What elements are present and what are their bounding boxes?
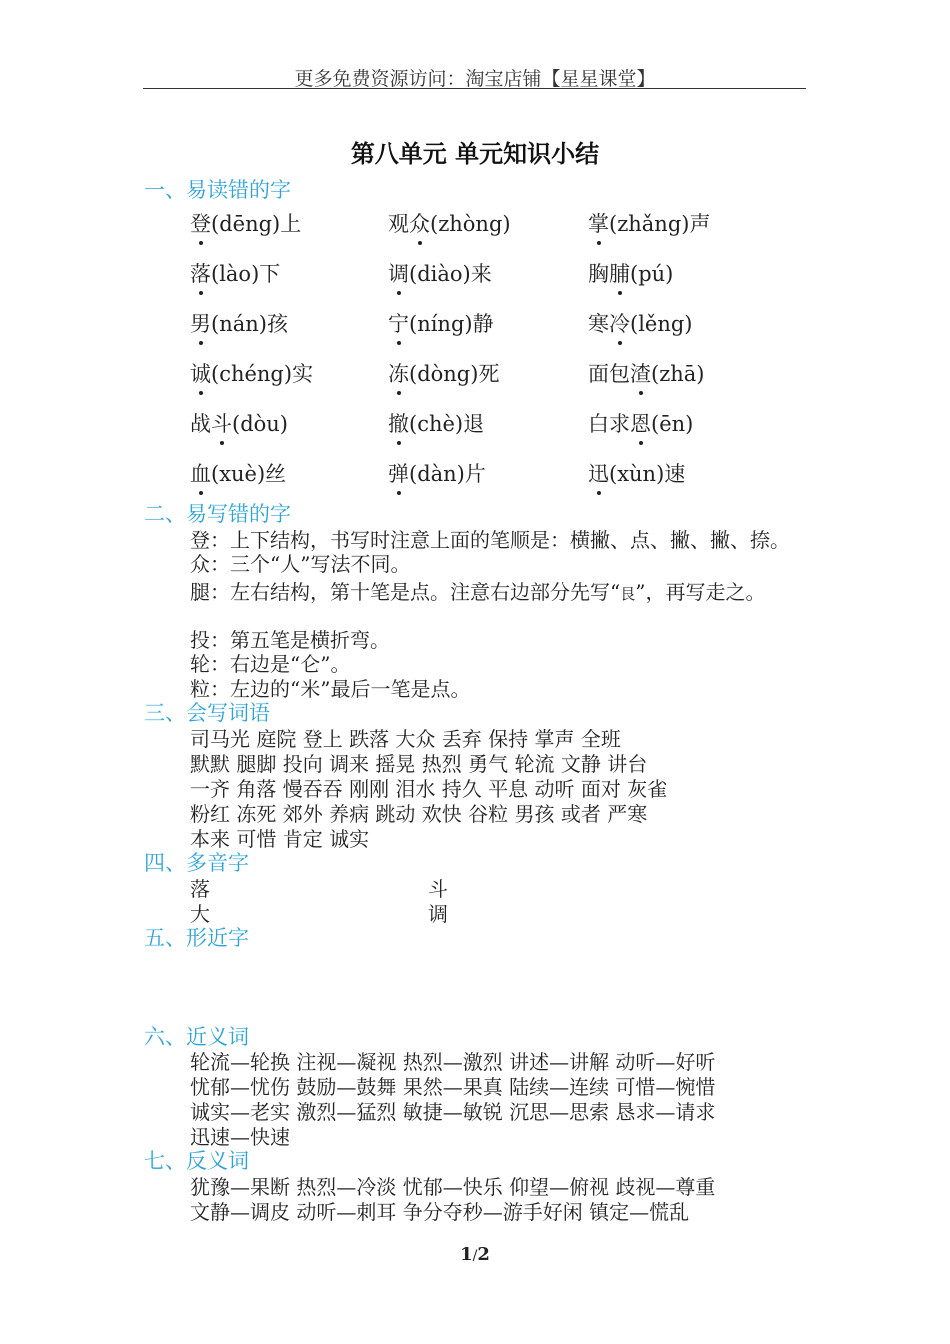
entry-text: (dòng)死 xyxy=(409,362,500,386)
misread-char-entry xyxy=(388,458,486,488)
entry-text: (níng)静 xyxy=(409,312,494,336)
emphasized-char: 斗 xyxy=(211,408,232,438)
misread-char-entry xyxy=(388,208,511,238)
synonym-line: 忧郁—忧伤 鼓励—鼓舞 果然—果真 陆续—连续 可惜—惋惜 xyxy=(190,1075,716,1099)
header-rule xyxy=(143,88,806,89)
section-heading-3: 三、会写词语 xyxy=(144,701,270,725)
misread-char-entry xyxy=(588,358,705,388)
writing-note: 粒：左边的“米”最后一笔是点。 xyxy=(190,677,471,701)
misread-char-entry xyxy=(190,358,313,388)
word-line: 一齐 角落 慢吞吞 刚刚 泪水 持久 平息 动听 面对 灰雀 xyxy=(190,777,668,801)
polyphone-item: 大 xyxy=(190,902,210,926)
misread-char-entry xyxy=(588,458,685,488)
misread-char-entry xyxy=(588,408,693,438)
entry-text: (zhǎng)声 xyxy=(609,212,711,236)
emphasized-char: 调 xyxy=(388,258,409,288)
page-number xyxy=(0,1244,950,1265)
section-heading-1: 一、易读错的字 xyxy=(144,178,291,202)
page-current: 1 xyxy=(460,1244,473,1265)
entry-text: (diào)来 xyxy=(409,262,492,286)
emphasized-char: 冷 xyxy=(609,308,630,338)
misread-char-entry xyxy=(190,308,288,338)
emphasized-char: 落 xyxy=(190,258,211,288)
misread-char-entry xyxy=(190,458,286,488)
synonym-line: 诚实—老实 激烈—猛烈 敏捷—敏锐 沉思—思索 恳求—请求 xyxy=(190,1100,716,1124)
entry-text: (nán)孩 xyxy=(211,312,288,336)
section-heading-4: 四、多音字 xyxy=(144,851,249,875)
misread-char-entry xyxy=(588,308,693,338)
emphasized-char: 恩 xyxy=(630,408,651,438)
entry-text: (chéng)实 xyxy=(211,362,314,386)
emphasized-char: 男 xyxy=(190,308,211,338)
emphasized-char: 血 xyxy=(190,458,211,488)
entry-text: 胸 xyxy=(588,262,609,286)
polyphone-item: 调 xyxy=(428,902,448,926)
misread-char-entry xyxy=(588,208,710,238)
writing-note: 登：上下结构，书写时注意上面的笔顺是：横撇、点、撇、撇、捺。 xyxy=(190,528,790,552)
emphasized-char: 撤 xyxy=(388,408,409,438)
entry-text: (xùn)速 xyxy=(609,462,686,486)
section-heading-5: 五、形近字 xyxy=(144,926,249,950)
misread-char-entry xyxy=(388,258,492,288)
entry-text: (zhā) xyxy=(651,362,705,386)
antonym-line: 文静—调皮 动听—刺耳 争分夺秒—游手好闲 镇定—慌乱 xyxy=(190,1200,690,1224)
entry-text: 寒 xyxy=(588,312,609,336)
entry-text: 面包 xyxy=(588,362,630,386)
writing-note xyxy=(190,576,765,605)
antonym-line: 犹豫—果断 热烈—冷淡 忧郁—快乐 仰望—俯视 歧视—尊重 xyxy=(190,1175,716,1199)
entry-text: (dēng)上 xyxy=(211,212,302,236)
word-line: 粉红 冻死 郊外 养病 跳动 欢快 谷粒 男孩 或者 严寒 xyxy=(190,802,648,826)
word-line: 本来 可惜 肯定 诚实 xyxy=(190,827,370,851)
section-heading-2: 二、易写错的字 xyxy=(144,502,291,526)
emphasized-char: 脯 xyxy=(609,258,630,288)
misread-char-entry xyxy=(190,258,280,288)
entry-text: (dàn)片 xyxy=(409,462,486,486)
polyphone-item: 斗 xyxy=(428,877,448,901)
entry-text: 白求 xyxy=(588,412,630,436)
page-total: 2 xyxy=(477,1244,490,1265)
entry-text: (zhòng) xyxy=(430,212,511,236)
emphasized-char: 众 xyxy=(409,208,430,238)
emphasized-char: 登 xyxy=(190,208,211,238)
word-line: 司马光 庭院 登上 跌落 大众 丢弃 保持 掌声 全班 xyxy=(190,727,621,751)
page-separator: / xyxy=(472,1248,478,1264)
entry-text: (dòu) xyxy=(232,412,288,436)
entry-text: (xuè)丝 xyxy=(211,462,287,486)
emphasized-char: 渣 xyxy=(630,358,651,388)
section-heading-7: 七、反义词 xyxy=(144,1149,249,1173)
misread-char-entry xyxy=(388,358,499,388)
entry-text: (lěng) xyxy=(630,312,693,336)
emphasized-char: 诚 xyxy=(190,358,211,388)
writing-note: 轮：右边是“仑”。 xyxy=(190,652,351,676)
writing-note: 众：三个“人”写法不同。 xyxy=(190,552,411,576)
section-heading-6: 六、近义词 xyxy=(144,1025,249,1049)
writing-note-text: 腿：左右结构，第十笔是点。注意右边部分先写“ xyxy=(190,580,621,604)
emphasized-char: 掌 xyxy=(588,208,609,238)
word-line: 默默 腿脚 投向 调来 摇晃 热烈 勇气 轮流 文静 讲台 xyxy=(190,752,648,776)
writing-note: 投：第五笔是横折弯。 xyxy=(190,628,390,652)
entry-text: (ēn) xyxy=(651,412,694,436)
entry-text: (pú) xyxy=(630,262,674,286)
misread-char-entry xyxy=(388,408,484,438)
polyphone-item: 落 xyxy=(190,877,210,901)
entry-text: 战 xyxy=(190,412,211,436)
emphasized-char: 弹 xyxy=(388,458,409,488)
emphasized-char: 迅 xyxy=(588,458,609,488)
writing-note-tail: ”，再写走之。 xyxy=(635,580,766,604)
misread-char-entry xyxy=(588,258,673,288)
header-note: 更多免费资源访问：淘宝店铺【星星课堂】 xyxy=(294,68,656,90)
page-title: 第八单元 单元知识小结 xyxy=(350,140,600,168)
synonym-line: 轮流—轮换 注视—凝视 热烈—激烈 讲述—讲解 动听—好听 xyxy=(190,1050,716,1074)
synonym-line: 迅速—快速 xyxy=(190,1125,290,1149)
misread-char-entry xyxy=(388,308,494,338)
emphasized-char: 宁 xyxy=(388,308,409,338)
entry-text: (chè)退 xyxy=(409,412,485,436)
misread-char-entry xyxy=(190,408,288,438)
emphasized-char: 冻 xyxy=(388,358,409,388)
misread-char-entry xyxy=(190,208,301,238)
entry-text: (lào)下 xyxy=(211,262,281,286)
radical-glyph: 艮 xyxy=(620,585,636,603)
entry-text: 观 xyxy=(388,212,409,236)
